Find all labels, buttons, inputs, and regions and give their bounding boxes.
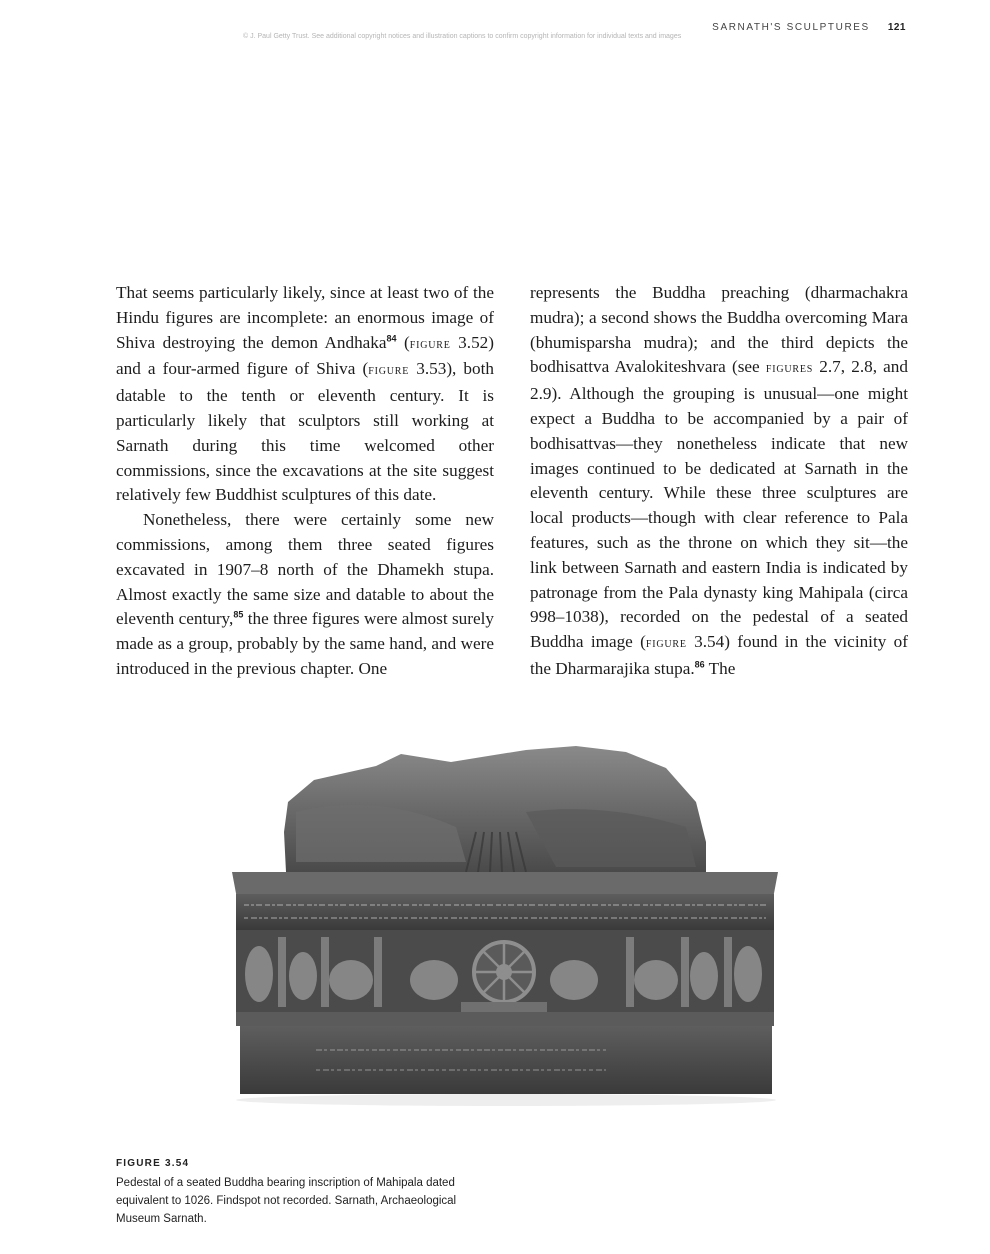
footnote-ref[interactable]: 85 <box>233 609 244 620</box>
text-run: That seems particularly likely, since at least two of the Hindu figures are incomplete: an enormous image of Shiva destroying the demon Andhaka <box>116 283 494 352</box>
figure-caption <box>116 1155 496 1228</box>
column-right <box>530 281 908 682</box>
body-text <box>116 281 908 682</box>
text-run: 3.54) found in the vicinity of the Dharmarajika stupa. <box>530 632 908 678</box>
text-run: represents the Buddha preaching (dharmachakra mudra); a second shows the Buddha overcoming Mara (bhumisparsha mudra); and the third depicts the bodhisattva Avalokiteshvara (see <box>530 283 908 377</box>
running-title: SARNATH'S SCULPTURES <box>712 22 870 33</box>
running-head <box>712 22 906 33</box>
figure-ref: figure <box>645 636 687 652</box>
figure-ref: figure <box>368 363 410 379</box>
paragraph <box>116 281 494 508</box>
figure-ref: figures <box>765 361 814 377</box>
figure-label: FIGURE 3.54 <box>116 1158 190 1169</box>
footnote-ref[interactable]: 84 <box>386 332 397 343</box>
copyright-notice: © J. Paul Getty Trust. See additional copyright notices and illustration captions to confirm copyright information for individual texts and images <box>243 33 682 40</box>
figure-ref: figure <box>409 336 451 352</box>
text-run: 3.53), both datable to the tenth or eleventh century. It is particularly likely that sculptors still working at Sarnath during this time welcomed other commissions, since the excavations at the site suggest relatively few Buddhist sculptures of this date. <box>116 359 494 505</box>
paragraph <box>530 281 908 682</box>
text-run: The <box>704 658 736 678</box>
caption-text: Pedestal of a seated Buddha bearing inscription of Mahipala dated equivalent to 1026. Findspot not recorded. Sarnath, Archaeological Museum Sarnath. <box>116 1177 457 1225</box>
text-run: Nonetheless, there were certainly some new commissions, among them three seated figures excavated in 1907–8 north of the Dhamekh stupa. Almost exactly the same size and datable to about the eleventh century, <box>116 510 494 629</box>
text-run: 2.7, 2.8, and 2.9). Although the grouping is unusual—one might expect a Buddha to be accompanied by a pair of bodhisattvas—they nonetheless indicate that new images continued to be dedicated at Sarnath in the eleventh century. While these three sculptures are local products—though with clear reference to Pala features, such as the throne on which they sit—the link between Sarnath and eastern India is indicated by patronage from the Pala dynasty king Mahipala (circa 998–1038), recorded on the pedestal of a seated Buddha image ( <box>530 357 908 652</box>
page-number: 121 <box>887 22 906 33</box>
pedestal-photograph <box>226 732 784 1112</box>
footnote-ref[interactable]: 86 <box>694 659 705 670</box>
text-run: the three figures were almost surely made as a group, probably by the same hand, and were introduced in the previous chapter. One <box>116 609 494 678</box>
paragraph <box>116 508 494 682</box>
text-run: 3.52) and a four-armed figure of Shiva ( <box>116 332 494 379</box>
column-left <box>116 281 494 682</box>
text-run: ( <box>396 332 410 352</box>
